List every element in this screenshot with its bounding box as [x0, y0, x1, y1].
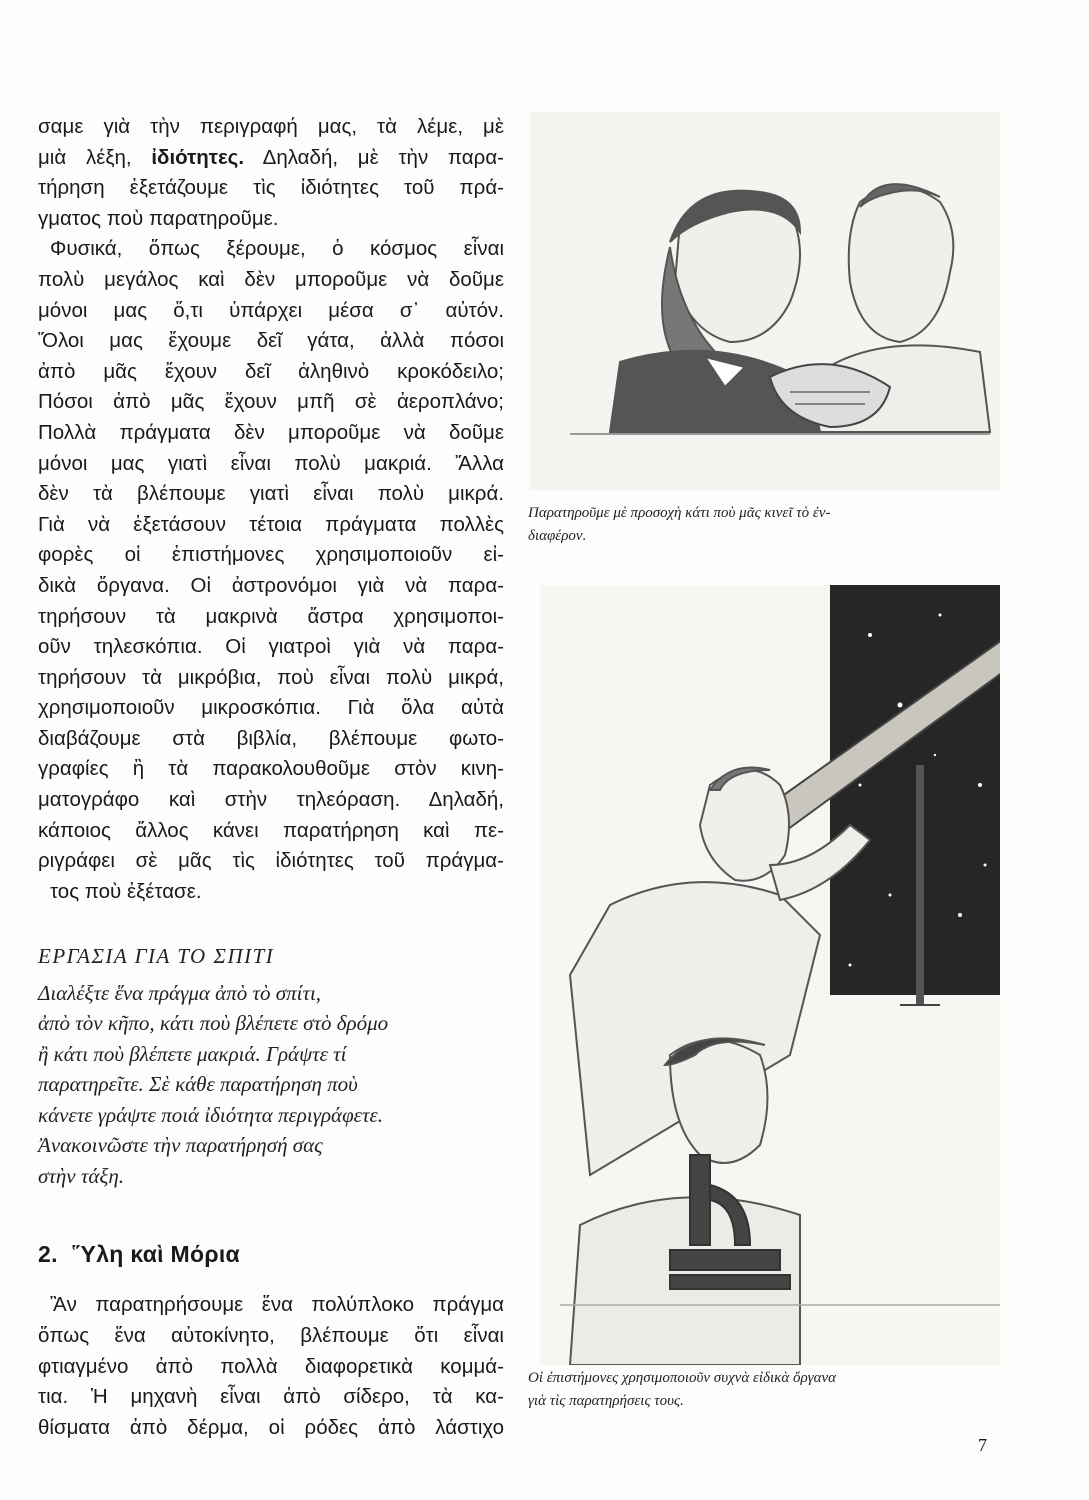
caption-line: Οἱ ἐπιστήμονες χρησιμοποιοῦν συχνὰ εἰδικὰ ὄργανα [528, 1370, 837, 1386]
text-line: διαβάζουμε στὰ βιβλία, βλέπουμε φωτο- [38, 726, 504, 750]
text-line: ματογράφο καὶ στὴν τηλεόραση. Δηλαδή, [38, 788, 504, 812]
text-line: μιὰ λέξη, ἰδιότητες. Δηλαδή, μὲ τὴν παρα- [38, 145, 504, 169]
text-line: μόνοι μας γιατὶ εἶναι πολὺ μακριά. Ἄλλα [38, 451, 504, 475]
text-line: χρησιμοποιοῦν μικροσκόπια. Γιὰ ὅλα αὐτὰ [38, 696, 504, 720]
text-line: τια. Ἡ μηχανὴ εἶναι ἀπὸ σίδερο, τὰ κα- [38, 1385, 504, 1409]
section-title: Ὕλη καὶ Μόρια [71, 1241, 240, 1268]
section-paragraph [38, 1290, 504, 1443]
text-line: τηρήσουν τὰ μακρινὰ ἄστρα χρησιμοποι- [38, 604, 504, 628]
text-line: πολὺ μεγάλος καὶ δὲν μποροῦμε νὰ δοῦμε [38, 267, 504, 291]
homework-line: Ἀνακοινῶστε τὴν παρατήρησή σας [38, 1133, 323, 1158]
homework-line: ἀπὸ τὸν κῆπο, κάτι ποὺ βλέπετε στὸ δρόμο [38, 1011, 389, 1036]
figure1-caption [528, 502, 998, 548]
text-line: γραφίες ἢ τὰ παρακολουθοῦμε στὸν κινη- [38, 757, 504, 781]
text-line: τηρήσουν τὰ μικρόβια, ποὺ εἶναι πολὺ μικρά, [38, 665, 504, 689]
homework-box [38, 941, 504, 1191]
text-line: οῦν τηλεσκόπια. Οἱ γιατροὶ γιὰ νὰ παρα- [38, 635, 504, 659]
text-line: θίσματα ἀπὸ δέρμα, οἱ ρόδες ἀπὸ λάστιχο [38, 1415, 504, 1439]
children-observing-illustration [530, 112, 1000, 490]
figure2-caption [528, 1367, 998, 1413]
text-line: γματος ποὺ παρατηροῦμε. [38, 206, 279, 230]
page-number: 7 [978, 1435, 987, 1455]
text-line: ὅπως ἕνα αὐτοκίνητο, βλέπουμε ὅτι εἶναι [38, 1324, 504, 1348]
intro-paragraph [38, 112, 504, 234]
text-line: σαμε γιὰ τὴν περιγραφή μας, τὰ λέμε, μὲ [38, 115, 504, 138]
homework-line: κάνετε γράψτε ποιά ἰδιότητα περιγράφετε. [38, 1102, 384, 1127]
left-column [38, 112, 504, 1443]
text-line: ριγράφει σὲ μᾶς τὶς ἰδιότητες τοῦ πράγμα- [38, 849, 504, 873]
text-line: φτιαγμένο ἀπὸ πολλὰ διαφορετικὰ κομμά- [38, 1354, 504, 1378]
homework-line: ἢ κάτι ποὺ βλέπετε μακριά. Γράψτε τί [38, 1041, 347, 1066]
main-paragraph [38, 234, 504, 907]
text-line: δὲν τὰ βλέπουμε γιατὶ εἶναι πολὺ μικρά. [38, 482, 504, 506]
text-line: κάποιος ἄλλος κάνει παρατήρηση καὶ πε- [38, 818, 504, 842]
text-line: δικὰ ὄργανα. Οἱ ἀστρονόμοι γιὰ νὰ παρα- [38, 573, 504, 597]
text-line: Ἂν παρατηρήσουμε ἕνα πολύπλοκο πράγμα [50, 1293, 504, 1317]
text-line: ἀπὸ μᾶς ἔχουν δεῖ ἀληθινὸ κροκόδειλο; [38, 359, 504, 383]
keyword-properties: ἰδιότητες. [151, 145, 245, 169]
text-line: φορὲς οἱ ἐπιστήμονες χρησιμοποιοῦν εἰ- [38, 543, 504, 567]
text-line: Πόσοι ἀπὸ μᾶς ἔχουν μπῆ σὲ ἀεροπλάνο; [38, 390, 504, 414]
text-line: Γιὰ νὰ ἐξετάσουν τέτοια πράγματα πολλὲς [38, 512, 504, 536]
homework-line: Διαλέξτε ἕνα πράγμα ἀπὸ τὸ σπίτι, [38, 980, 322, 1005]
caption-line: Παρατηροῦμε μὲ προσοχὴ κάτι ποὺ μᾶς κινεῖ τὸ ἐν- [528, 505, 831, 521]
caption-line: διαφέρον. [528, 528, 587, 544]
section-heading [38, 1241, 504, 1268]
text-line: μόνοι μας ὅ,τι ὑπάρχει μέσα σ᾽ αὐτόν. [38, 298, 504, 322]
caption-line: γιὰ τὶς παρατηρήσεις τους. [528, 1393, 684, 1409]
text-line: Ὅλοι μας ἔχουμε δεῖ γάτα, ἀλλὰ πόσοι [38, 329, 504, 353]
text-line: τήρηση ἐξετάζουμε τὶς ἰδιότητες τοῦ πρά- [38, 176, 504, 200]
text-line: τος ποὺ ἐξέτασε. [50, 879, 202, 903]
scientists-instruments-illustration [540, 585, 1000, 1365]
text-line: Πολλὰ πράγματα δὲν μποροῦμε νὰ δοῦμε [38, 420, 504, 444]
homework-title: ΕΡΓΑΣΙΑ ΓΙΑ ΤΟ ΣΠΙΤΙ [38, 944, 275, 969]
homework-line: παρατηρεῖτε. Σὲ κάθε παρατήρηση ποὺ [38, 1072, 358, 1097]
homework-line: στὴν τάξη. [38, 1163, 125, 1188]
text-line: Φυσικά, ὅπως ξέρουμε, ὁ κόσμος εἶναι [50, 237, 504, 261]
section-number: 2. [38, 1241, 58, 1268]
